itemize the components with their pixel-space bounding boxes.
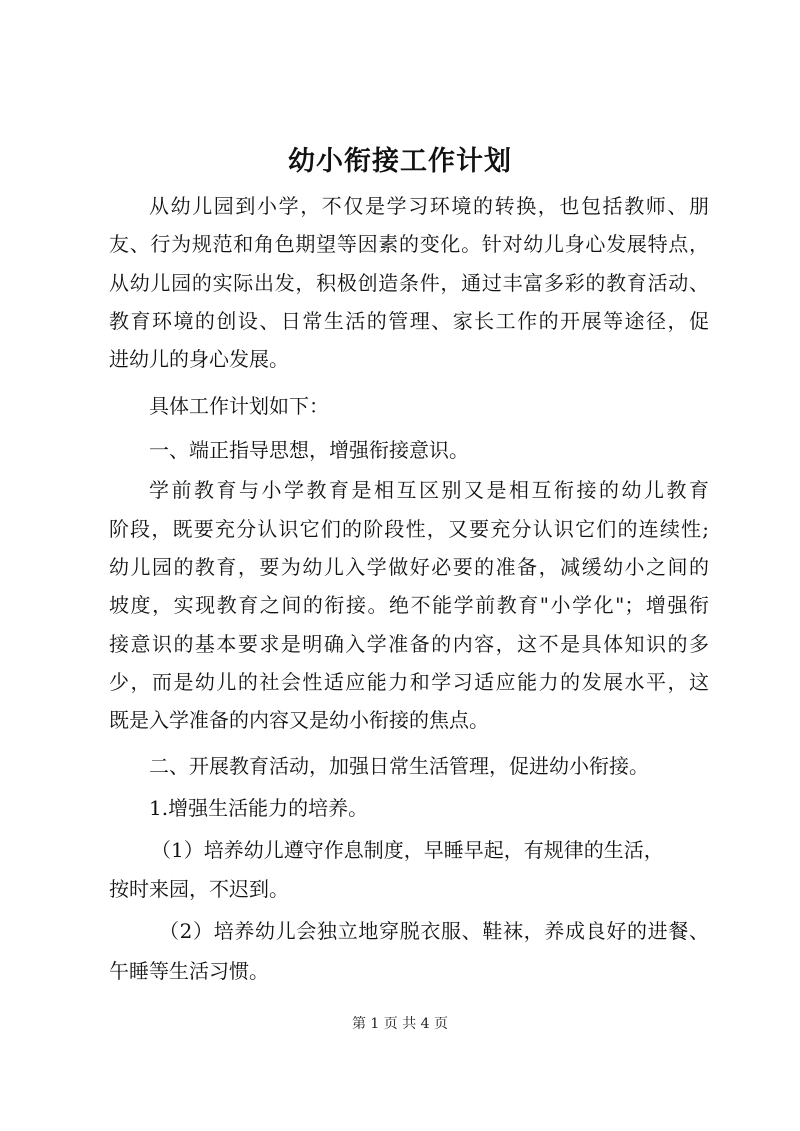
list-item: （2）培养幼儿会独立地穿脱衣服、鞋袜，养成良好的进餐、 [159,919,709,943]
list-item: （1）培养幼儿遵守作息制度，早睡早起，有规律的生活， [151,838,664,862]
body-line: 少，而是幼儿的社会性适应能力和学习适应能力的发展水平，这 [109,670,709,694]
section-heading: 一、端正指导思想，增强衔接意识。 [149,438,469,462]
body-line: 教育环境的创设、日常生活的管理、家长工作的开展等途径，促 [109,309,709,333]
body-line: 坡度，实现教育之间的衔接。绝不能学前教育"小学化"；增强衔 [109,593,709,617]
body-line: 既是入学准备的内容又是幼小衔接的焦点。 [109,708,489,732]
section-heading: 二、开展教育活动，加强日常生活管理，促进幼小衔接。 [149,754,649,778]
body-line: 进幼儿的身心发展。 [109,347,289,371]
body-line: 接意识的基本要求是明确入学准备的内容，这不是具体知识的多 [109,632,709,656]
body-line: 学前教育与小学教育是相互区别又是相互衔接的幼儿教育 [149,478,709,502]
body-line: 具体工作计划如下： [149,394,329,418]
body-line: 按时来园，不迟到。 [109,877,289,901]
body-line: 友、行为规范和角色期望等因素的变化。针对幼儿身心发展特点， [109,232,709,256]
body-line: 阶段，既要充分认识它们的阶段性，又要充分认识它们的连续性; [109,517,709,541]
body-line: 从幼儿园的实际出发，积极创造条件，通过丰富多彩的教育活动、 [109,271,709,295]
body-line: 从幼儿园到小学，不仅是学习环境的转换，也包括教师、朋 [149,194,709,218]
page-number: 第 1 页 共 4 页 [351,1016,449,1032]
subsection-heading: 1.增强生活能力的培养。 [149,796,369,820]
document-title: 幼小衔接工作计划 [288,146,512,177]
body-line: 午睡等生活习惯。 [109,959,269,983]
body-line: 幼儿园的教育，要为幼儿入学做好必要的准备，减缓幼小之间的 [109,555,709,579]
